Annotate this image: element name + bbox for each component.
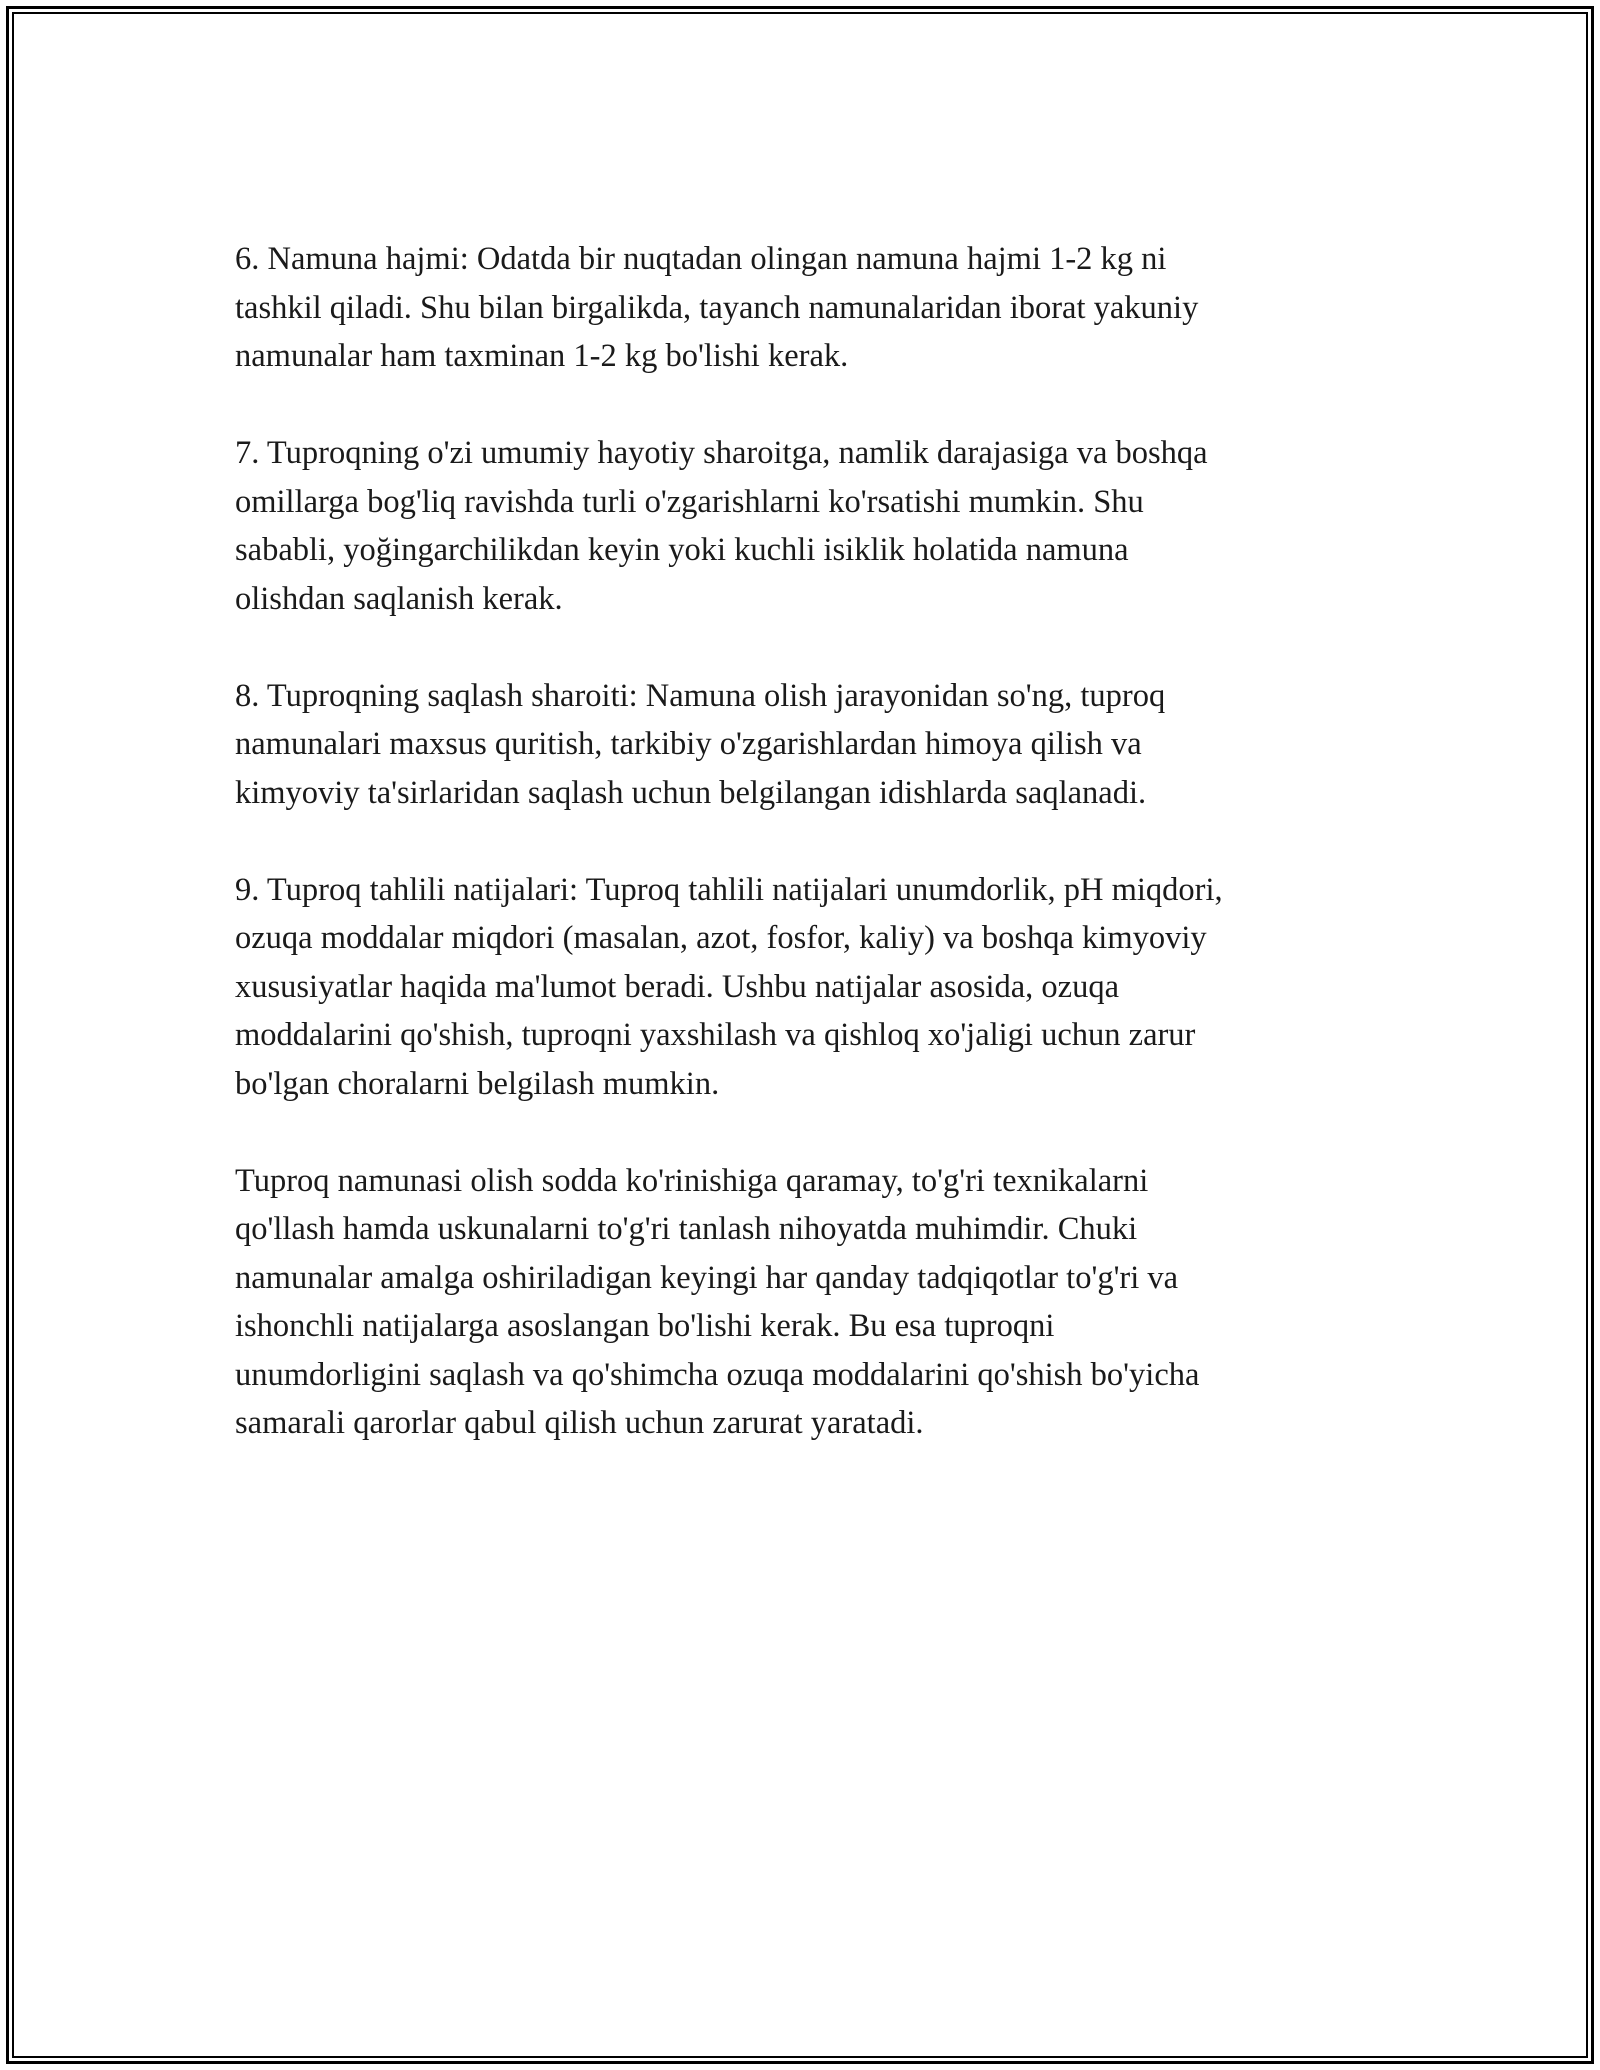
paragraph-analysis-results: 9. Tuproq tahlili natijalari: Tuproq tahlili natijalari unumdorlik, pH miqdori, ozuqa moddalar miqdori (masalan, azot, fosfor, kaliy) va boshqa kimyoviy xususiyatlar haqida ma'lumot beradi. Ushbu natijalar asosida, ozuqa moddalarini qo'shish, tuproqni yaxshilash va qishloq xo'jaligi uchun zarur bo'lgan choralarni belgilash mumkin. [235, 871, 1223, 1102]
paragraph-sample-size: 6. Namuna hajmi: Odatda bir nuqtadan olingan namuna hajmi 1-2 kg ni tashkil qiladi. Shu bilan birgalikda, tayanch namunalaridan iborat yakuniy namunalar ham taxminan 1-2 kg bo'lishi kerak. [235, 241, 1199, 374]
paragraph-soil-conditions: 7. Tuproqning o'zi umumiy hayotiy sharoitga, namlik darajasiga va boshqa omillarga bog'liq ravishda turli o'zgarishlarni ko'rsatishi mumkin. Shu sababli, yoğingarchilikdan keyin yoki kuchli isiklik holatida namuna olishdan saqlanish kerak. [235, 435, 1208, 617]
document-body [235, 235, 1365, 1496]
paragraph-conclusion: Tuproq namunasi olish sodda ko'rinishiga qaramay, to'g'ri texnikalarni qo'llash hamda uskunalarni to'g'ri tanlash nihoyatda muhimdir. Chuki namunalar amalga oshiriladigan keyingi har qanday tadqiqotlar to'g'ri va ishonchli natijalarga asoslangan bo'lishi kerak. Bu esa tuproqni unumdorligini saqlash va qo'shimcha ozuqa moddalarini qo'shish bo'yicha samarali qarorlar qabul qilish uchun zarurat yaratadi. [235, 1162, 1200, 1441]
paragraph-storage-conditions: 8. Tuproqning saqlash sharoiti: Namuna olish jarayonidan so'ng, tuproq namunalari maxsus quritish, tarkibiy o'zgarishlardan himoya qilish va kimyoviy ta'sirlaridan saqlash uchun belgilangan idishlarda saqlanadi. [235, 677, 1166, 811]
